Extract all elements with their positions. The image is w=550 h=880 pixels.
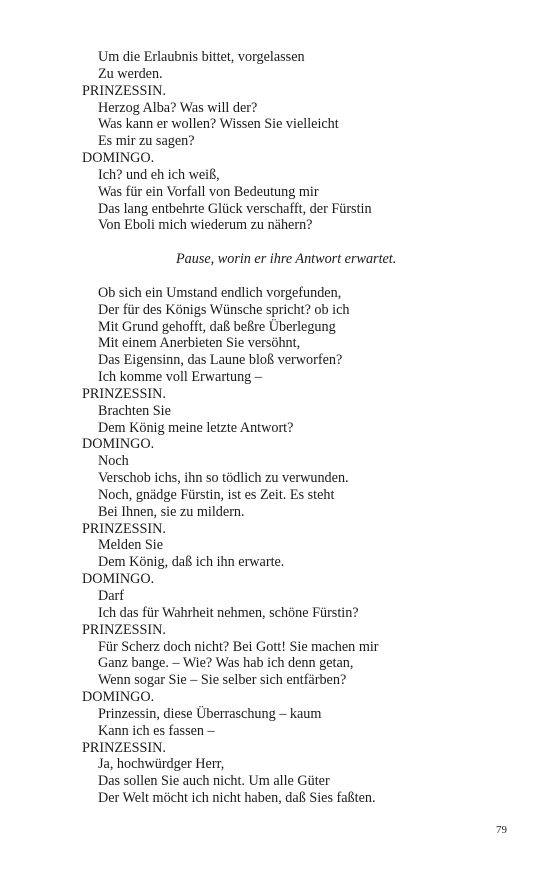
- verse-line: Bei Ihnen, sie zu mildern.: [98, 503, 245, 520]
- verse-line: Noch: [98, 453, 129, 470]
- verse-line: Das sollen Sie auch nicht. Um alle Güter: [98, 773, 330, 790]
- verse-line: Um die Erlaubnis bittet, vorgelassen: [98, 49, 305, 65]
- verse-line: Was kann er wollen? Wissen Sie vielleicht: [98, 116, 339, 133]
- verse-line: Wenn sogar Sie – Sie selber sich entfärben?: [98, 672, 347, 689]
- verse-line: Ja, hochwürdger Herr,: [98, 756, 225, 773]
- blank-line: [82, 268, 522, 285]
- page-number: 79: [496, 824, 507, 836]
- verse-line: Kann ich es fassen –: [98, 722, 215, 739]
- speaker-name: PRINZESSIN.: [82, 385, 166, 402]
- verse-line: Darf: [98, 588, 124, 604]
- speaker-name: PRINZESSIN.: [82, 621, 166, 638]
- verse-line: Es mir zu sagen?: [98, 133, 195, 150]
- play-text: [82, 49, 522, 807]
- verse-line: Dem König meine letzte Antwort?: [98, 419, 294, 436]
- verse-line: Brachten Sie: [98, 402, 171, 419]
- verse-line: Dem König, daß ich ihn erwarte.: [98, 554, 285, 571]
- speaker-name: DOMINGO.: [82, 571, 155, 588]
- verse-line: Der für des Königs Wünsche spricht? ob ich: [98, 301, 350, 318]
- verse-line: Der Welt möcht ich nicht haben, daß Sies faßten.: [98, 790, 376, 807]
- verse-line: Das lang entbehrte Glück verschafft, der Fürstin: [98, 200, 372, 217]
- speaker-name: PRINZESSIN.: [82, 82, 166, 99]
- speaker-name: DOMINGO.: [82, 436, 155, 453]
- verse-line: Das Eigensinn, das Laune bloß verworfen?: [98, 352, 343, 369]
- verse-line: Verschob ichs, ihn so tödlich zu verwunden.: [98, 470, 349, 487]
- verse-line: Von Eboli mich wiederum zu nähern?: [98, 217, 313, 234]
- verse-line: Was für ein Vorfall von Bedeutung mir: [98, 183, 319, 200]
- speaker-name: PRINZESSIN.: [82, 739, 166, 756]
- verse-line: Ich? und eh ich weiß,: [98, 166, 220, 183]
- speaker-name: DOMINGO.: [82, 150, 155, 167]
- verse-line: Zu werden.: [98, 65, 163, 82]
- verse-line: Ich das für Wahrheit nehmen, schöne Fürstin?: [98, 604, 359, 621]
- speaker-name: DOMINGO.: [82, 689, 155, 706]
- verse-line: Mit einem Anerbieten Sie versöhnt,: [98, 335, 301, 352]
- verse-line: Für Scherz doch nicht? Bei Gott! Sie machen mir: [98, 638, 379, 655]
- verse-line: Mit Grund gehofft, daß beßre Überlegung: [98, 318, 336, 335]
- verse-line: Ob sich ein Umstand endlich vorgefunden,: [98, 284, 342, 301]
- verse-line: Melden Sie: [98, 537, 164, 554]
- verse-line: Ganz bange. – Wie? Was hab ich denn getan,: [98, 655, 354, 672]
- speaker-name: PRINZESSIN.: [82, 520, 166, 537]
- verse-line: Herzog Alba? Was will der?: [98, 99, 258, 116]
- verse-line: Noch, gnädge Fürstin, ist es Zeit. Es steht: [98, 486, 335, 503]
- stage-direction: Pause, worin er ihre Antwort erwartet.: [176, 251, 397, 268]
- verse-line: Prinzessin, diese Überraschung – kaum: [98, 705, 322, 722]
- blank-line: [82, 234, 522, 251]
- verse-line: Ich komme voll Erwartung –: [98, 369, 262, 386]
